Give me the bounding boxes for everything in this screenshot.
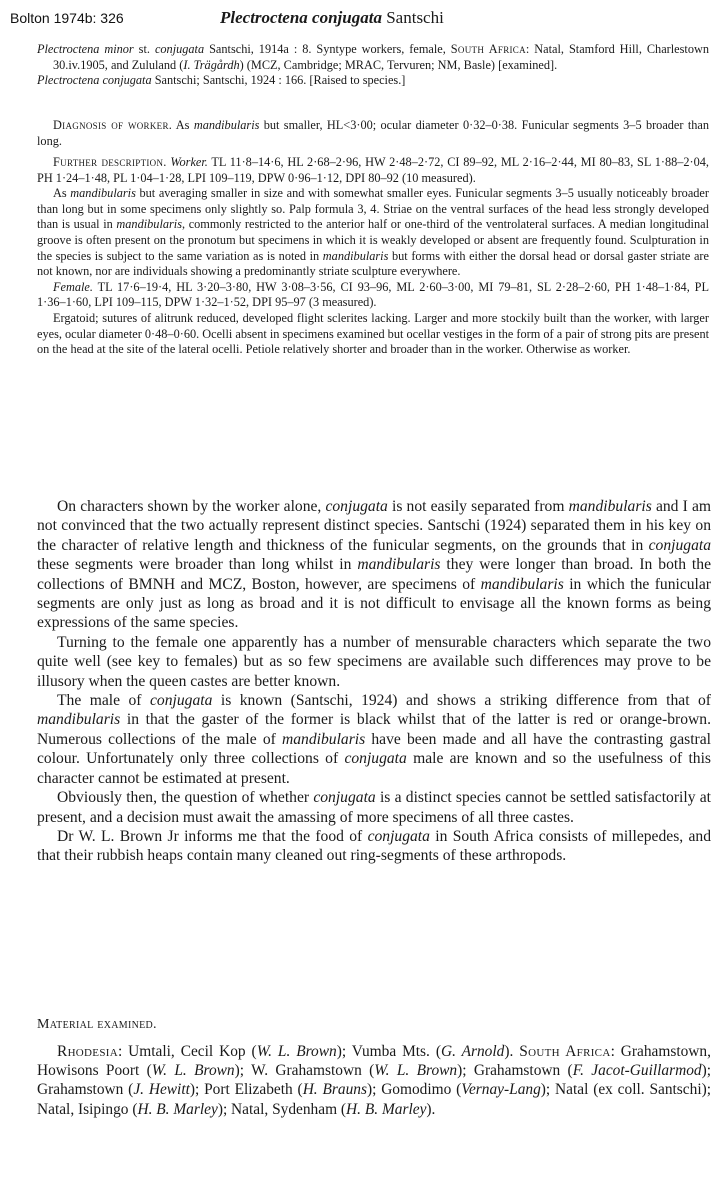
discussion-paragraph: Turning to the female one apparently has a number of mensurable characters which separate the two quite well (see key to females) but as so few specimens are available such differences may prove to be illusory when the queen castes are better known. xyxy=(37,633,711,690)
page-header xyxy=(10,8,700,30)
diagnosis-paragraph: Diagnosis of worker. As mandibularis but smaller, HL<3·00; ocular diameter 0·32–0·38. Funicular segments 3–5 broader than long. xyxy=(37,118,709,148)
species-author: Santschi xyxy=(386,8,444,27)
further-description-block xyxy=(37,155,709,358)
synonymy-block xyxy=(37,42,709,89)
material-block xyxy=(37,1042,711,1119)
material-heading: Material examined. xyxy=(37,1017,157,1032)
material-paragraph: Rhodesia: Umtali, Cecil Kop (W. L. Brown); Vumba Mts. (G. Arnold). South Africa: Grahamstown, Howisons Poort (W. L. Brown); W. Grahamstown (W. L. Brown); Grahamstown (F. Jacot-Guillarmod); Grahamstown (J. Hewitt); Port Elizabeth (H. Brauns); Gomodimo (Vernay-Lang); Natal (ex coll. Santschi); Natal, Isipingo (H. B. Marley); Natal, Sydenham (H. B. Marley). xyxy=(37,1043,712,1118)
diagnosis-label: Diagnosis of worker. xyxy=(53,118,173,132)
ergatoid-description: Ergatoid; sutures of alitrunk reduced, developed flight sclerites lacking. Larger and more stockily built than the worker, with larger eyes, ocular diameter 0·48–0·60. Ocelli absent in specimens examined but ocellar vestiges in the form of a pair of strong pits are present on the head at the site of the lateral ocelli. Petiole relatively shorter and broader than in the worker. Otherwise as worker. xyxy=(37,310,710,357)
reference-label: Bolton 1974b: 326 xyxy=(10,10,124,26)
discussion-block xyxy=(37,497,711,866)
discussion-paragraph: Dr W. L. Brown Jr informs me that the food of conjugata in South Africa consists of millepedes, and that their rubbish heaps contain many cleaned out ring-segments of these arthropods. xyxy=(37,827,711,865)
further-description-label: Further description. xyxy=(53,155,167,169)
synonymy-entry: Plectroctena conjugata Santschi; Santschi, 1924 : 166. [Raised to species.] xyxy=(37,73,406,88)
discussion-paragraph: On characters shown by the worker alone, conjugata is not easily separated from mandibularis and I am not convinced that the two actually represent distinct species. Santschi (1924) separated them in his key on the character of relative length and thickness of the funicular segments, on the grounds that in conjugata these segments were broader than long whilst in mandibularis they were longer than broad. In both the collections of BMNH and MCZ, Boston, however, are specimens of mandibularis in which the funicular segments are only just as long as broad and it is not difficult to envisage all the known forms as being expressions of the same species. xyxy=(37,498,712,632)
female-measurements: Female. TL 17·6–19·4, HL 3·20–3·80, HW 3·08–3·56, CI 93–96, ML 2·60–3·00, MI 79–81, SL 2·28–2·60, PH 1·48–1·84, PL 1·36–1·60, LPI 109–115, DPW 1·32–1·52, DPI 95–97 (3 measured). xyxy=(37,279,709,310)
worker-measurements: Further description. Worker. TL 11·8–14·6, HL 2·68–2·96, HW 2·48–2·72, CI 89–92, ML 2·16–2·44, MI 80–83, SL 1·88–2·04, PH 1·24–1·48, PL 1·04–1·28, LPI 109–119, DPW 0·96–1·12, DPI 80–92 (10 measured). xyxy=(37,155,709,185)
worker-description: As mandibularis but averaging smaller in size and with somewhat smaller eyes. Funicular segments 3–5 usually noticeably broader than long but in some specimens only slightly so. Palp formula 3, 4. Striae on the ventral surfaces of the head less strongly developed than is usual in mandibularis, commonly restricted to the anterior half or one-third of the ventrolateral surfaces. A median longitudinal groove is often present on the pronotum but specimens in which it is weakly developed or absent are frequently found. Sculpturation in the species is subject to the same variation as is noted in mandibularis but forms with either the dorsal head or dorsal gaster striate are not known, nor are individuals showing a predominantly striate sculpture everywhere. xyxy=(37,186,709,279)
synonymy-entry: Plectroctena minor st. conjugata Santschi, 1914a : 8. Syntype workers, female, South Africa: Natal, Stamford Hill, Charlestown 30.iv.1905, and Zululand (I. Trägårdh) (MCZ, Cambridge; MRAC, Tervuren; NM, Basle) [examined]. xyxy=(37,42,710,72)
discussion-paragraph: The male of conjugata is known (Santschi, 1924) and shows a striking difference from that of mandibularis in that the gaster of the former is black whilst that of the latter is red or orange-brown. Numerous collections of the male of mandibularis have been made and all have the contrasting gastral colour. Unfortunately only three collections of conjugata male are known and so the usefulness of this character cannot be estimated at present. xyxy=(37,692,712,787)
diagnosis-block xyxy=(37,118,709,149)
species-title xyxy=(220,8,444,28)
species-name: Plectroctena conjugata xyxy=(220,8,382,27)
discussion-paragraph: Obviously then, the question of whether conjugata is a distinct species cannot be settled satisfactorily at present, and a decision must await the amassing of more specimens of all three castes. xyxy=(37,789,711,826)
